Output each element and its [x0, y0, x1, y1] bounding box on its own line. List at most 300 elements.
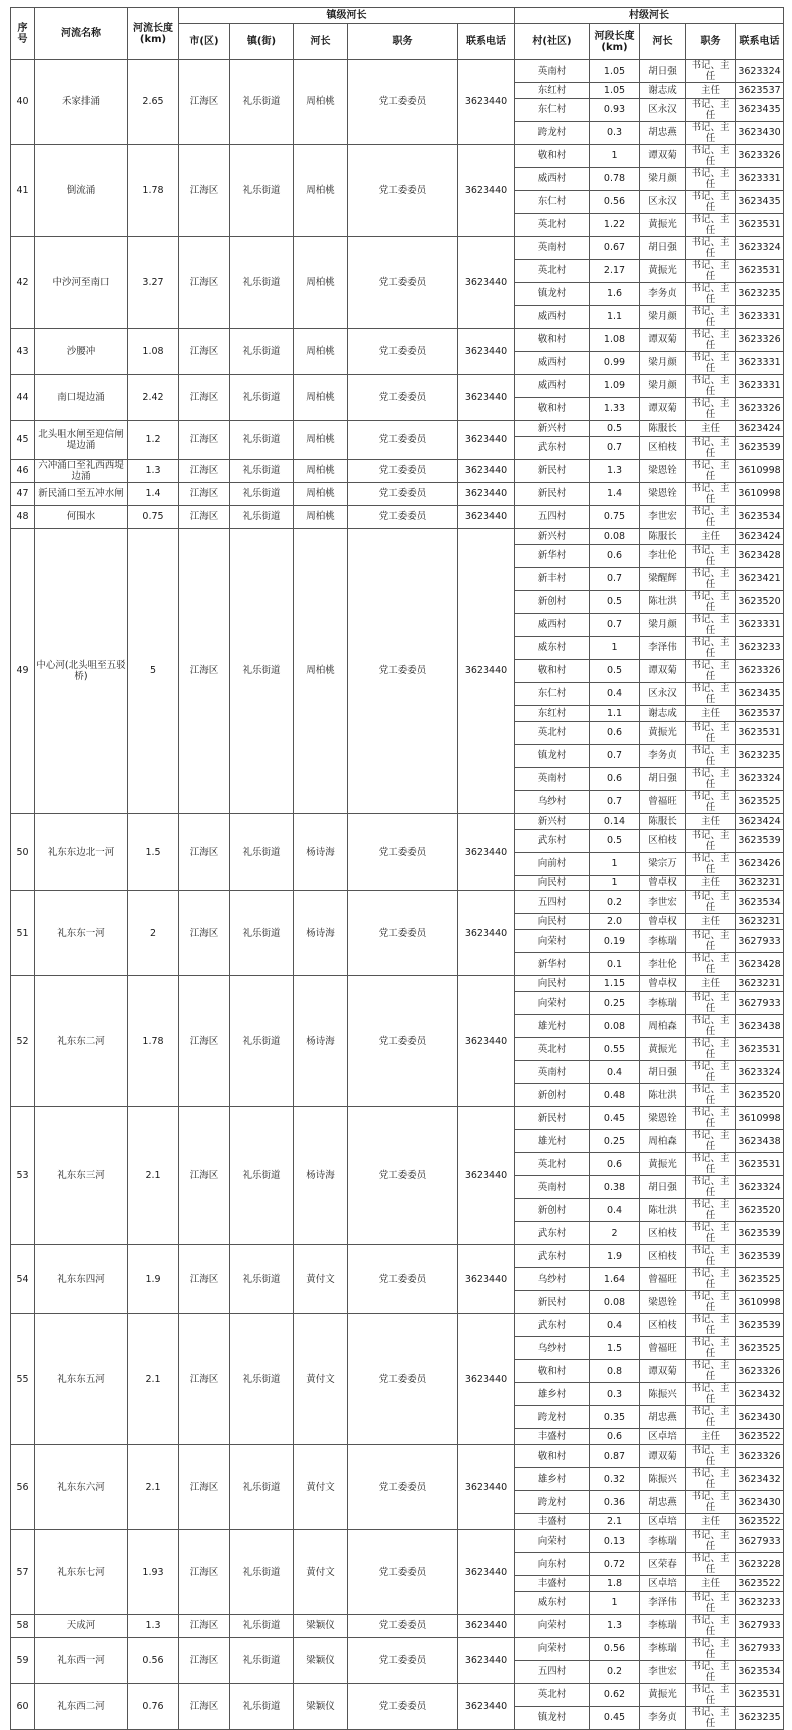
village-name-cell: 东仁村 — [515, 98, 590, 121]
village-chief-cell: 胡忠燕 — [640, 1406, 686, 1429]
town-title-cell: 党工委委员 — [348, 420, 458, 459]
village-title-cell: 书记、主任 — [686, 190, 736, 213]
village-name-cell: 威西村 — [515, 305, 590, 328]
village-length-cell: 0.5 — [590, 829, 640, 852]
village-length-cell: 0.32 — [590, 1468, 640, 1491]
town-city-cell: 江海区 — [179, 891, 230, 976]
village-name-cell: 威西村 — [515, 374, 590, 397]
town-phone-cell: 3623440 — [458, 1683, 515, 1729]
village-length-cell: 0.72 — [590, 1553, 640, 1576]
village-title-cell: 书记、主任 — [686, 1706, 736, 1729]
village-chief-cell: 梁恩铨 — [640, 1291, 686, 1314]
village-chief-cell: 周柏森 — [640, 1130, 686, 1153]
village-title-cell: 书记、主任 — [686, 1245, 736, 1268]
village-name-cell: 雄乡村 — [515, 1383, 590, 1406]
village-length-cell: 2.1 — [590, 1514, 640, 1530]
village-chief-cell: 梁月颜 — [640, 305, 686, 328]
town-city-cell: 江海区 — [179, 1614, 230, 1637]
town-town-cell: 礼乐街道 — [230, 1637, 294, 1683]
village-phone-cell: 3623235 — [736, 744, 784, 767]
village-phone-cell: 3623324 — [736, 236, 784, 259]
village-name-cell: 雄乡村 — [515, 1468, 590, 1491]
village-length-cell: 0.87 — [590, 1445, 640, 1468]
town-title-cell: 党工委委员 — [348, 328, 458, 374]
village-chief-cell: 李栋瑞 — [640, 992, 686, 1015]
village-chief-cell: 区永汉 — [640, 190, 686, 213]
river-length-cell: 1.78 — [128, 144, 179, 236]
village-name-cell: 雄光村 — [515, 1015, 590, 1038]
town-phone-cell: 3623440 — [458, 144, 515, 236]
village-title-cell: 书记、主任 — [686, 1084, 736, 1107]
village-name-cell: 五四村 — [515, 1660, 590, 1683]
header-town-phone: 联系电话 — [458, 24, 515, 60]
table-row — [11, 459, 784, 482]
village-length-cell: 0.6 — [590, 1429, 640, 1445]
village-length-cell: 0.6 — [590, 1153, 640, 1176]
village-phone-cell: 3623539 — [736, 1245, 784, 1268]
village-title-cell: 书记、主任 — [686, 351, 736, 374]
river-seq-cell: 58 — [11, 1614, 35, 1637]
village-chief-cell: 区柏枝 — [640, 829, 686, 852]
village-name-cell: 向前村 — [515, 852, 590, 875]
town-phone-cell: 3623440 — [458, 813, 515, 891]
village-length-cell: 0.5 — [590, 590, 640, 613]
river-length-cell: 2.1 — [128, 1107, 179, 1245]
river-length-cell: 1.2 — [128, 420, 179, 459]
village-title-cell: 书记、主任 — [686, 236, 736, 259]
village-phone-cell: 3623534 — [736, 1660, 784, 1683]
village-name-cell: 新兴村 — [515, 528, 590, 544]
village-chief-cell: 李壮伦 — [640, 953, 686, 976]
river-chief-table — [10, 7, 784, 1730]
village-name-cell: 东红村 — [515, 705, 590, 721]
village-chief-cell: 李泽伟 — [640, 1591, 686, 1614]
river-seq-cell: 42 — [11, 236, 35, 328]
village-name-cell: 向民村 — [515, 875, 590, 891]
village-title-cell: 书记、主任 — [686, 305, 736, 328]
river-length-cell: 1.3 — [128, 459, 179, 482]
village-phone-cell: 3623324 — [736, 1061, 784, 1084]
village-chief-cell: 胡日强 — [640, 1176, 686, 1199]
village-name-cell: 新丰村 — [515, 567, 590, 590]
village-phone-cell: 3623424 — [736, 813, 784, 829]
town-town-cell: 礼乐街道 — [230, 60, 294, 145]
village-name-cell: 丰盛村 — [515, 1514, 590, 1530]
town-chief-cell: 杨诗海 — [294, 976, 348, 1107]
village-name-cell: 跨龙村 — [515, 121, 590, 144]
header-town-title: 职务 — [348, 24, 458, 60]
village-phone-cell: 3623233 — [736, 1591, 784, 1614]
river-length-cell: 1.93 — [128, 1530, 179, 1615]
table-header — [11, 8, 784, 60]
village-title-cell: 主任 — [686, 813, 736, 829]
village-title-cell: 书记、主任 — [686, 1314, 736, 1337]
river-seq-cell: 52 — [11, 976, 35, 1107]
town-chief-cell: 周柏桃 — [294, 236, 348, 328]
village-chief-cell: 黄振光 — [640, 721, 686, 744]
village-phone-cell: 3623531 — [736, 721, 784, 744]
town-chief-cell: 周柏桃 — [294, 528, 348, 813]
town-town-cell: 礼乐街道 — [230, 1530, 294, 1615]
village-title-cell: 书记、主任 — [686, 1468, 736, 1491]
village-phone-cell: 3623531 — [736, 1038, 784, 1061]
village-phone-cell: 3610998 — [736, 482, 784, 505]
town-town-cell: 礼乐街道 — [230, 482, 294, 505]
town-city-cell: 江海区 — [179, 420, 230, 459]
village-length-cell: 0.75 — [590, 505, 640, 528]
village-title-cell: 书记、主任 — [686, 167, 736, 190]
town-chief-cell: 周柏桃 — [294, 328, 348, 374]
village-phone-cell: 3623534 — [736, 505, 784, 528]
village-chief-cell: 曾卓权 — [640, 875, 686, 891]
town-chief-cell: 周柏桃 — [294, 374, 348, 420]
town-phone-cell: 3623440 — [458, 1107, 515, 1245]
village-name-cell: 新民村 — [515, 1107, 590, 1130]
town-town-cell: 礼乐街道 — [230, 505, 294, 528]
town-phone-cell: 3623440 — [458, 420, 515, 459]
village-title-cell: 主任 — [686, 914, 736, 930]
village-title-cell: 书记、主任 — [686, 98, 736, 121]
river-name-cell: 新民涌口至五冲水闸 — [35, 482, 128, 505]
village-title-cell: 书记、主任 — [686, 259, 736, 282]
town-town-cell: 礼乐街道 — [230, 976, 294, 1107]
village-chief-cell: 陈壮洪 — [640, 590, 686, 613]
river-length-cell: 2.1 — [128, 1314, 179, 1445]
table-row — [11, 976, 784, 992]
town-phone-cell: 3623440 — [458, 236, 515, 328]
village-title-cell: 主任 — [686, 420, 736, 436]
village-chief-cell: 梁醒辉 — [640, 567, 686, 590]
river-name-cell: 禾家排涌 — [35, 60, 128, 145]
town-town-cell: 礼乐街道 — [230, 144, 294, 236]
town-chief-cell: 梁颖仪 — [294, 1614, 348, 1637]
village-title-cell: 书记、主任 — [686, 891, 736, 914]
village-length-cell: 1 — [590, 852, 640, 875]
village-length-cell: 0.4 — [590, 1061, 640, 1084]
town-phone-cell: 3623440 — [458, 891, 515, 976]
village-name-cell: 威西村 — [515, 351, 590, 374]
river-seq-cell: 46 — [11, 459, 35, 482]
village-title-cell: 书记、主任 — [686, 1445, 736, 1468]
village-length-cell: 1.6 — [590, 282, 640, 305]
village-title-cell: 书记、主任 — [686, 1268, 736, 1291]
town-city-cell: 江海区 — [179, 1107, 230, 1245]
town-title-cell: 党工委委员 — [348, 236, 458, 328]
village-title-cell: 书记、主任 — [686, 1491, 736, 1514]
header-village-phone: 联系电话 — [736, 24, 784, 60]
village-name-cell: 敬和村 — [515, 1360, 590, 1383]
town-city-cell: 江海区 — [179, 976, 230, 1107]
village-length-cell: 0.19 — [590, 930, 640, 953]
village-name-cell: 向民村 — [515, 914, 590, 930]
town-phone-cell: 3623440 — [458, 1614, 515, 1637]
river-length-cell: 1.5 — [128, 813, 179, 891]
village-title-cell: 书记、主任 — [686, 1130, 736, 1153]
village-phone-cell: 3623435 — [736, 190, 784, 213]
village-length-cell: 1.15 — [590, 976, 640, 992]
town-chief-cell: 黄付文 — [294, 1314, 348, 1445]
river-name-cell: 中沙河至南口 — [35, 236, 128, 328]
town-phone-cell: 3623440 — [458, 60, 515, 145]
header-seq: 序号 — [11, 8, 35, 60]
village-phone-cell: 3623324 — [736, 1176, 784, 1199]
village-name-cell: 向荣村 — [515, 1637, 590, 1660]
village-title-cell: 书记、主任 — [686, 992, 736, 1015]
town-title-cell: 党工委委员 — [348, 1683, 458, 1729]
river-seq-cell: 55 — [11, 1314, 35, 1445]
village-name-cell: 镇龙村 — [515, 1706, 590, 1729]
village-length-cell: 0.4 — [590, 1314, 640, 1337]
river-seq-cell: 45 — [11, 420, 35, 459]
village-name-cell: 敬和村 — [515, 1445, 590, 1468]
village-length-cell: 0.56 — [590, 190, 640, 213]
town-phone-cell: 3623440 — [458, 459, 515, 482]
river-length-cell: 1.3 — [128, 1614, 179, 1637]
town-chief-cell: 周柏桃 — [294, 144, 348, 236]
village-title-cell: 书记、主任 — [686, 1176, 736, 1199]
village-chief-cell: 区永汉 — [640, 682, 686, 705]
town-city-cell: 江海区 — [179, 528, 230, 813]
town-town-cell: 礼乐街道 — [230, 1683, 294, 1729]
table-row — [11, 236, 784, 259]
village-length-cell: 0.7 — [590, 790, 640, 813]
river-length-cell: 1.08 — [128, 328, 179, 374]
village-title-cell: 书记、主任 — [686, 1406, 736, 1429]
village-name-cell: 英南村 — [515, 60, 590, 83]
village-name-cell: 新华村 — [515, 544, 590, 567]
village-length-cell: 0.7 — [590, 567, 640, 590]
village-length-cell: 1.3 — [590, 459, 640, 482]
village-name-cell: 新创村 — [515, 1199, 590, 1222]
village-length-cell: 1.08 — [590, 328, 640, 351]
town-title-cell: 党工委委员 — [348, 1245, 458, 1314]
village-chief-cell: 胡忠燕 — [640, 1491, 686, 1514]
town-city-cell: 江海区 — [179, 482, 230, 505]
village-phone-cell: 3623331 — [736, 167, 784, 190]
village-phone-cell: 3623430 — [736, 1491, 784, 1514]
village-title-cell: 书记、主任 — [686, 721, 736, 744]
village-length-cell: 0.6 — [590, 767, 640, 790]
village-length-cell: 0.08 — [590, 528, 640, 544]
river-length-cell: 0.76 — [128, 1683, 179, 1729]
table-row — [11, 374, 784, 397]
town-city-cell: 江海区 — [179, 1245, 230, 1314]
river-seq-cell: 59 — [11, 1637, 35, 1683]
river-name-cell: 六冲涌口至礼西西堤边涌 — [35, 459, 128, 482]
village-name-cell: 丰盛村 — [515, 1576, 590, 1592]
village-phone-cell: 3627933 — [736, 930, 784, 953]
village-name-cell: 武东村 — [515, 829, 590, 852]
river-seq-cell: 57 — [11, 1530, 35, 1615]
village-length-cell: 0.7 — [590, 613, 640, 636]
village-chief-cell: 梁恩铨 — [640, 1107, 686, 1130]
town-town-cell: 礼乐街道 — [230, 1314, 294, 1445]
village-length-cell: 0.14 — [590, 813, 640, 829]
village-name-cell: 威东村 — [515, 636, 590, 659]
river-length-cell: 1.9 — [128, 1245, 179, 1314]
village-name-cell: 英南村 — [515, 236, 590, 259]
village-name-cell: 英北村 — [515, 213, 590, 236]
river-seq-cell: 51 — [11, 891, 35, 976]
village-length-cell: 0.13 — [590, 1530, 640, 1553]
village-chief-cell: 陈振兴 — [640, 1468, 686, 1491]
village-phone-cell: 3623531 — [736, 1683, 784, 1706]
village-phone-cell: 3623326 — [736, 659, 784, 682]
village-chief-cell: 黄振光 — [640, 259, 686, 282]
village-phone-cell: 3623525 — [736, 1337, 784, 1360]
town-town-cell: 礼乐街道 — [230, 374, 294, 420]
town-title-cell: 党工委委员 — [348, 1445, 458, 1530]
header-village-chief: 河长 — [640, 24, 686, 60]
village-phone-cell: 3623539 — [736, 436, 784, 459]
village-chief-cell: 李栋瑞 — [640, 1637, 686, 1660]
river-name-cell: 北头咀水闸至迎信闸堤边涌 — [35, 420, 128, 459]
village-length-cell: 1.9 — [590, 1245, 640, 1268]
village-title-cell: 书记、主任 — [686, 1153, 736, 1176]
table-row — [11, 1614, 784, 1637]
village-chief-cell: 区柏枝 — [640, 436, 686, 459]
village-length-cell: 1.64 — [590, 1268, 640, 1291]
village-chief-cell: 陈振兴 — [640, 1383, 686, 1406]
village-phone-cell: 3623324 — [736, 60, 784, 83]
town-chief-cell: 周柏桃 — [294, 420, 348, 459]
town-city-cell: 江海区 — [179, 374, 230, 420]
village-phone-cell: 3610998 — [736, 459, 784, 482]
village-title-cell: 书记、主任 — [686, 1553, 736, 1576]
village-name-cell: 武东村 — [515, 1314, 590, 1337]
town-city-cell: 江海区 — [179, 1637, 230, 1683]
river-name-cell: 礼东东一河 — [35, 891, 128, 976]
table-row — [11, 1445, 784, 1468]
village-name-cell: 敬和村 — [515, 328, 590, 351]
town-chief-cell: 梁颖仪 — [294, 1683, 348, 1729]
village-name-cell: 雄光村 — [515, 1130, 590, 1153]
town-town-cell: 礼乐街道 — [230, 813, 294, 891]
town-title-cell: 党工委委员 — [348, 1530, 458, 1615]
village-title-cell: 书记、主任 — [686, 505, 736, 528]
village-chief-cell: 胡忠燕 — [640, 121, 686, 144]
village-length-cell: 0.93 — [590, 98, 640, 121]
village-title-cell: 书记、主任 — [686, 1337, 736, 1360]
village-length-cell: 0.25 — [590, 992, 640, 1015]
village-phone-cell: 3623432 — [736, 1383, 784, 1406]
village-chief-cell: 区永汉 — [640, 98, 686, 121]
village-name-cell: 新兴村 — [515, 420, 590, 436]
village-phone-cell: 3623522 — [736, 1429, 784, 1445]
village-name-cell: 敬和村 — [515, 397, 590, 420]
village-name-cell: 威西村 — [515, 167, 590, 190]
village-title-cell: 书记、主任 — [686, 659, 736, 682]
village-phone-cell: 3623326 — [736, 144, 784, 167]
village-chief-cell: 陈壮洪 — [640, 1084, 686, 1107]
village-length-cell: 1.8 — [590, 1576, 640, 1592]
village-length-cell: 1.22 — [590, 213, 640, 236]
village-name-cell: 敬和村 — [515, 659, 590, 682]
village-name-cell: 向民村 — [515, 976, 590, 992]
village-title-cell: 主任 — [686, 1429, 736, 1445]
village-chief-cell: 梁月颜 — [640, 351, 686, 374]
village-chief-cell: 曾福旺 — [640, 790, 686, 813]
village-name-cell: 新民村 — [515, 459, 590, 482]
header-river-name: 河流名称 — [35, 8, 128, 60]
village-length-cell: 0.67 — [590, 236, 640, 259]
village-name-cell: 五四村 — [515, 505, 590, 528]
river-name-cell: 礼东东三河 — [35, 1107, 128, 1245]
village-name-cell: 英北村 — [515, 259, 590, 282]
village-title-cell: 书记、主任 — [686, 213, 736, 236]
village-phone-cell: 3623228 — [736, 1553, 784, 1576]
village-name-cell: 乌纱村 — [515, 1337, 590, 1360]
village-chief-cell: 李务贞 — [640, 1706, 686, 1729]
village-title-cell: 书记、主任 — [686, 953, 736, 976]
town-chief-cell: 周柏桃 — [294, 505, 348, 528]
town-title-cell: 党工委委员 — [348, 374, 458, 420]
town-city-cell: 江海区 — [179, 236, 230, 328]
town-town-cell: 礼乐街道 — [230, 1614, 294, 1637]
village-phone-cell: 3623424 — [736, 528, 784, 544]
village-title-cell: 书记、主任 — [686, 60, 736, 83]
river-name-cell: 南口堤边涌 — [35, 374, 128, 420]
village-name-cell: 东仁村 — [515, 682, 590, 705]
village-chief-cell: 谢志成 — [640, 83, 686, 99]
village-phone-cell: 3623531 — [736, 259, 784, 282]
village-name-cell: 新兴村 — [515, 813, 590, 829]
header-river-length: 河流长度(km) — [128, 8, 179, 60]
town-city-cell: 江海区 — [179, 1314, 230, 1445]
village-phone-cell: 3623522 — [736, 1576, 784, 1592]
village-length-cell: 0.62 — [590, 1683, 640, 1706]
town-town-cell: 礼乐街道 — [230, 1107, 294, 1245]
town-title-cell: 党工委委员 — [348, 976, 458, 1107]
town-town-cell: 礼乐街道 — [230, 891, 294, 976]
village-phone-cell: 3623235 — [736, 282, 784, 305]
table-row — [11, 528, 784, 544]
village-name-cell: 武东村 — [515, 436, 590, 459]
town-city-cell: 江海区 — [179, 1445, 230, 1530]
river-name-cell: 礼东东七河 — [35, 1530, 128, 1615]
village-length-cell: 0.35 — [590, 1406, 640, 1429]
village-chief-cell: 区卓培 — [640, 1514, 686, 1530]
header-town-group: 镇级河长 — [179, 8, 515, 24]
village-chief-cell: 谭双菊 — [640, 1360, 686, 1383]
village-title-cell: 书记、主任 — [686, 636, 736, 659]
town-chief-cell: 周柏桃 — [294, 482, 348, 505]
village-chief-cell: 黄振光 — [640, 1038, 686, 1061]
village-chief-cell: 李世宏 — [640, 1660, 686, 1683]
village-length-cell: 0.08 — [590, 1291, 640, 1314]
village-chief-cell: 曾福旺 — [640, 1268, 686, 1291]
village-name-cell: 新华村 — [515, 953, 590, 976]
village-chief-cell: 黄振光 — [640, 1683, 686, 1706]
village-length-cell: 1.3 — [590, 1614, 640, 1637]
village-title-cell: 书记、主任 — [686, 144, 736, 167]
table-body — [11, 60, 784, 1730]
village-chief-cell: 区荣春 — [640, 1553, 686, 1576]
river-length-cell: 5 — [128, 528, 179, 813]
village-title-cell: 书记、主任 — [686, 1683, 736, 1706]
village-chief-cell: 区卓培 — [640, 1429, 686, 1445]
river-name-cell: 礼东西一河 — [35, 1637, 128, 1683]
table-row — [11, 328, 784, 351]
river-length-cell: 2.65 — [128, 60, 179, 145]
town-chief-cell: 黄付文 — [294, 1530, 348, 1615]
table-row — [11, 1530, 784, 1553]
town-city-cell: 江海区 — [179, 144, 230, 236]
river-name-cell: 天成河 — [35, 1614, 128, 1637]
village-chief-cell: 胡日强 — [640, 1061, 686, 1084]
village-title-cell: 书记、主任 — [686, 544, 736, 567]
village-phone-cell: 3623430 — [736, 121, 784, 144]
